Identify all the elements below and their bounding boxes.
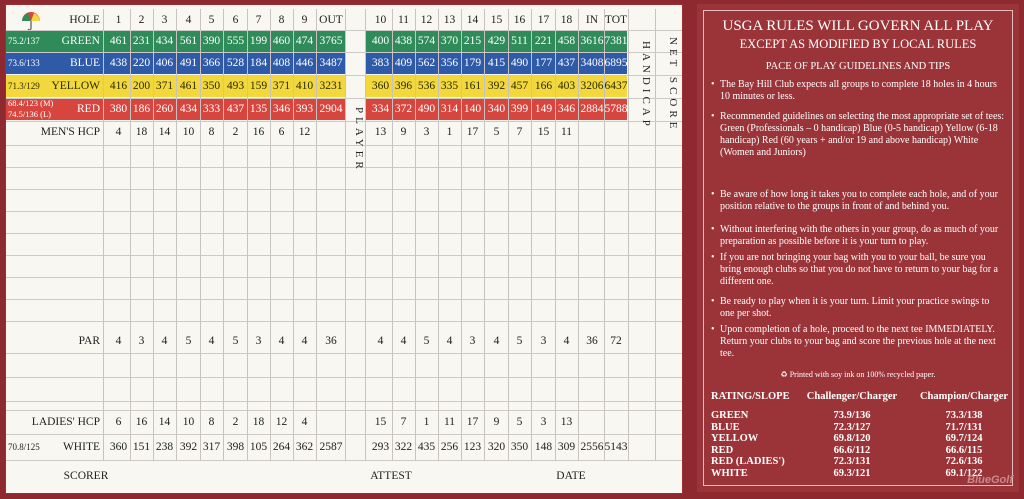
total-yardage: 7381	[604, 35, 628, 47]
challenger-rating: 72.3/131	[833, 456, 871, 467]
grid-hline	[6, 299, 682, 300]
grid-hline	[6, 255, 682, 256]
yardage-cell: 408	[272, 57, 291, 69]
yardage-cell: 371	[272, 80, 291, 92]
yardage-cell: 437	[226, 103, 245, 115]
hcp-cell: 2	[232, 416, 239, 428]
yardage-cell: 151	[132, 441, 151, 453]
total-yardage: 6895	[604, 57, 628, 69]
hcp-cell: 18	[252, 416, 265, 428]
yardage-cell: 562	[417, 57, 436, 69]
yardage-cell: 410	[295, 80, 314, 92]
grid-hline	[6, 377, 682, 378]
par-cell: 5	[232, 335, 239, 347]
yardage-cell: 260	[155, 103, 174, 115]
tee-rating: 68.4/123 (M)	[8, 98, 54, 108]
pace-of-play-text: The Bay Hill Club expects all groups to complete 18 holes in 4 hours 10 minutes or less.	[720, 79, 997, 102]
yardage-cell: 392	[487, 80, 506, 92]
bullet-icon: •	[711, 224, 715, 235]
hcp-cell: 1	[446, 126, 453, 138]
par-cell: 4	[115, 335, 122, 347]
yardage-cell: 400	[371, 35, 390, 47]
out-yardage: 2587	[319, 441, 343, 453]
pace-of-play-heading: PACE OF PLAY GUIDELINES AND TIPS	[765, 61, 951, 72]
yardage-cell: 434	[155, 35, 174, 47]
champion-header: Champion/Charger	[919, 391, 1009, 402]
par-cell: 5	[516, 335, 523, 347]
rating-slope-header: RATING/SLOPE	[711, 391, 790, 402]
yardage-cell: 220	[132, 57, 151, 69]
par-cell: 4	[278, 335, 285, 347]
yardage-cell: 511	[511, 35, 528, 47]
yardage-cell: 177	[534, 57, 553, 69]
hcp-cell: 8	[208, 126, 215, 138]
hcp-cell: 13	[560, 416, 573, 428]
recycled-note-text: Printed with soy ink on 100% recycled paper.	[789, 370, 936, 379]
yardage-cell: 320	[487, 441, 506, 453]
yardage-cell: 461	[109, 35, 128, 47]
par-cell: 4	[208, 335, 215, 347]
grid-vline	[365, 9, 366, 460]
par-cell: 5	[423, 335, 430, 347]
yardage-cell: 392	[179, 441, 198, 453]
champion-rating: 66.6/115	[945, 444, 983, 456]
champion-rating: 71.7/131	[945, 421, 983, 433]
par-cell: 4	[446, 335, 453, 347]
tee-rating: 71.3/129	[8, 81, 40, 91]
grid-hline	[6, 277, 682, 278]
yardage-cell: 435	[417, 441, 436, 453]
watermark: BlueGolf	[967, 474, 1013, 486]
rating-tee-name: BLUE	[711, 421, 740, 433]
yardage-cell: 474	[295, 35, 314, 47]
total-header: TOT	[604, 14, 628, 26]
yardage-cell: 200	[132, 80, 151, 92]
champion-rating: 69.7/124	[945, 433, 983, 444]
grid-hline	[6, 460, 682, 461]
out-header: OUT	[319, 14, 343, 26]
pace-of-play-item	[711, 252, 1005, 288]
hcp-cell: 2	[232, 126, 239, 138]
yardage-cell: 140	[463, 103, 482, 115]
hole-number: 2	[138, 14, 145, 26]
hcp-cell: 11	[560, 126, 573, 138]
yardage-cell: 340	[487, 103, 506, 115]
yardage-cell: 383	[371, 57, 390, 69]
tee-name: YELLOW	[51, 80, 100, 92]
yardage-cell: 490	[417, 103, 436, 115]
pace-of-play-item	[711, 79, 1005, 103]
hcp-cell: 9	[493, 416, 500, 428]
grid-hline	[6, 401, 682, 402]
challenger-header: Challenger/Charger	[806, 391, 898, 402]
hcp-cell: 5	[516, 416, 523, 428]
yardage-cell: 335	[440, 80, 459, 92]
in-yardage: 3206	[580, 80, 604, 92]
yardage-cell: 403	[557, 80, 576, 92]
yardage-cell: 493	[226, 80, 245, 92]
pace-of-play-item	[711, 296, 1005, 320]
yardage-cell: 123	[463, 441, 482, 453]
rules-panel	[697, 4, 1019, 492]
tee-name: GREEN	[61, 35, 100, 47]
hcp-cell: 8	[208, 416, 215, 428]
yardage-cell: 256	[440, 441, 459, 453]
yardage-cell: 437	[557, 57, 576, 69]
in-yardage: 2556	[580, 441, 604, 453]
par-cell: 3	[540, 335, 547, 347]
yardage-cell: 536	[417, 80, 436, 92]
yardage-cell: 396	[394, 80, 413, 92]
hole-number: 1	[115, 14, 122, 26]
hole-number: 12	[420, 14, 433, 26]
hole-number: 15	[490, 14, 503, 26]
par-cell: 3	[138, 335, 145, 347]
yardage-cell: 490	[510, 57, 529, 69]
hcp-cell: 5	[493, 126, 500, 138]
champion-rating: 69.1/122	[945, 467, 983, 479]
yardage-cell: 231	[132, 35, 151, 47]
yardage-cell: 362	[295, 441, 314, 453]
challenger-rating: 72.3/127	[833, 421, 871, 433]
hcp-cell: 4	[115, 126, 122, 138]
hcp-cell: 14	[158, 126, 171, 138]
yardage-cell: 149	[534, 103, 553, 115]
yardage-cell: 184	[249, 57, 268, 69]
attest-label: ATTEST	[370, 470, 412, 482]
hcp-cell: 15	[537, 126, 550, 138]
hcp-cell: 16	[252, 126, 265, 138]
par-cell: 3	[255, 335, 262, 347]
bullet-icon: •	[711, 296, 715, 307]
yardage-cell: 372	[394, 103, 413, 115]
challenger-rating: 73.9/136	[833, 410, 871, 421]
par-in: 36	[586, 335, 598, 347]
in-yardage: 3616	[580, 35, 604, 47]
yardage-cell: 399	[510, 103, 529, 115]
out-yardage: 2904	[319, 103, 343, 115]
hcp-cell: 17	[466, 126, 479, 138]
scorer-label: SCORER	[63, 470, 109, 482]
hcp-cell: 1	[423, 416, 430, 428]
yardage-cell: 356	[440, 57, 459, 69]
hcp-cell: 6	[115, 416, 122, 428]
yardage-cell: 215	[463, 35, 482, 47]
net-score-label: NET SCORE	[667, 37, 679, 133]
bullet-icon: •	[711, 111, 715, 122]
challenger-rating: 69.8/120	[833, 433, 871, 444]
total-yardage: 5788	[604, 103, 628, 115]
challenger-rating: 66.6/112	[833, 444, 871, 456]
hcp-cell: 3	[423, 126, 430, 138]
par-cell: 3	[469, 335, 476, 347]
yardage-cell: 199	[249, 35, 268, 47]
yardage-cell: 350	[202, 80, 221, 92]
yardage-cell: 380	[109, 103, 128, 115]
pace-of-play-item	[711, 324, 1005, 360]
champion-rating: 72.6/136	[945, 456, 983, 467]
hcp-cell: 10	[182, 126, 195, 138]
rating-tee-name: GREEN	[711, 410, 749, 421]
yardage-cell: 264	[272, 441, 291, 453]
yardage-cell: 334	[371, 103, 390, 115]
yardage-cell: 346	[272, 103, 291, 115]
scorecard-grid	[5, 4, 683, 494]
yardage-cell: 166	[534, 80, 553, 92]
grid-hline	[6, 211, 682, 212]
hcp-cell: 13	[374, 126, 387, 138]
player-label: PLAYER	[353, 107, 365, 173]
par-cell: 4	[563, 335, 570, 347]
tee-rating: 74.5/136 (L)	[8, 109, 51, 119]
hole-number: 11	[397, 14, 410, 26]
total-yardage: 5143	[604, 441, 628, 453]
yardage-cell: 159	[249, 80, 268, 92]
yardage-cell: 409	[394, 57, 413, 69]
yardage-cell: 415	[487, 57, 506, 69]
yardage-cell: 293	[371, 441, 390, 453]
hole-number: 8	[278, 14, 285, 26]
hole-number: 5	[208, 14, 215, 26]
grid-hline	[6, 321, 682, 322]
yardage-cell: 360	[109, 441, 128, 453]
hole-number: 10	[374, 14, 387, 26]
yardage-cell: 398	[226, 441, 245, 453]
hole-header: HOLE	[69, 14, 100, 26]
total-yardage: 6437	[604, 80, 628, 92]
in-yardage: 3408	[580, 57, 604, 69]
in-header: IN	[585, 14, 599, 26]
bullet-icon: •	[711, 79, 715, 90]
yardage-cell: 434	[179, 103, 198, 115]
yardage-cell: 561	[179, 35, 198, 47]
handicap-label: HANDICAP	[640, 40, 652, 130]
yardage-cell: 457	[510, 80, 529, 92]
hcp-cell: 7	[516, 126, 523, 138]
yardage-cell: 314	[440, 103, 459, 115]
hcp-cell: 3	[540, 416, 547, 428]
hcp-cell: 12	[298, 126, 311, 138]
yardage-cell: 390	[202, 35, 221, 47]
bullet-icon: •	[711, 189, 715, 200]
pace-of-play-item	[711, 224, 1005, 248]
pace-of-play-text: Without interfering with the others in your group, do as much of your preparation as possible before it is your turn to play.	[720, 224, 999, 247]
out-yardage: 3487	[319, 57, 343, 69]
yardage-cell: 461	[179, 80, 198, 92]
hcp-cell: 7	[400, 416, 407, 428]
yardage-cell: 309	[557, 441, 576, 453]
grid-hline	[6, 145, 682, 146]
yardage-cell: 346	[557, 103, 576, 115]
hole-number: 17	[537, 14, 550, 26]
yardage-cell: 186	[132, 103, 151, 115]
grid-hline	[6, 353, 682, 354]
yardage-cell: 406	[155, 57, 174, 69]
yardage-cell: 446	[295, 57, 314, 69]
yardage-cell: 135	[249, 103, 268, 115]
grid-hline	[6, 167, 682, 168]
challenger-rating: 69.3/121	[833, 467, 871, 479]
yardage-cell: 105	[249, 441, 268, 453]
bullet-icon: •	[711, 324, 715, 335]
yardage-cell: 350	[510, 441, 529, 453]
tee-name: BLUE	[69, 57, 100, 69]
pace-of-play-text: Upon completion of a hole, proceed to the next tee IMMEDIATELY. Return your clubs to your bag and score the previous hole at the next tee.	[720, 324, 996, 359]
hcp-cell: 6	[278, 126, 285, 138]
par-cell: 5	[185, 335, 192, 347]
yardage-cell: 333	[202, 103, 221, 115]
ladies-hcp-label: LADIES' HCP	[31, 416, 100, 428]
hcp-cell: 12	[275, 416, 288, 428]
yardage-cell: 429	[487, 35, 506, 47]
par-total: 72	[610, 335, 622, 347]
yardage-cell: 179	[463, 57, 482, 69]
hole-number: 13	[443, 14, 456, 26]
par-cell: 4	[377, 335, 384, 347]
hcp-cell: 4	[301, 416, 308, 428]
tee-rating: 73.6/133	[8, 58, 40, 68]
grid-vline	[345, 9, 346, 460]
yardage-cell: 438	[394, 35, 413, 47]
hcp-cell: 17	[466, 416, 479, 428]
hcp-cell: 18	[135, 126, 148, 138]
hole-number: 4	[185, 14, 192, 26]
yardage-cell: 238	[155, 441, 174, 453]
rating-tee-name: WHITE	[711, 467, 748, 479]
hole-number: 14	[466, 14, 479, 26]
rules-heading-line1: USGA RULES WILL GOVERN ALL PLAY	[722, 18, 994, 34]
recycled-note	[697, 370, 1019, 379]
yardage-cell: 322	[394, 441, 413, 453]
grid-hline	[6, 233, 682, 234]
mens-hcp-label: MEN'S HCP	[40, 126, 100, 138]
pace-of-play-text: Recommended guidelines on selecting the most appropriate set of tees: Green (Professionals – 0 handicap) Blue (0-5 handicap) Yellow (6-18 handicap) Red (60 years + and/or 19 and above handicap) White (Women and Juniors)	[720, 111, 1005, 158]
yardage-cell: 317	[202, 441, 221, 453]
hole-number: 6	[232, 14, 239, 26]
par-out: 36	[325, 335, 337, 347]
rating-tee-name: RED (LADIES')	[711, 456, 785, 467]
tee-rating: 70.8/125	[8, 442, 40, 452]
hole-number: 3	[161, 14, 168, 26]
pace-of-play-item	[711, 111, 1005, 159]
hole-number: 18	[560, 14, 573, 26]
yardage-cell: 416	[109, 80, 128, 92]
date-label: DATE	[556, 470, 586, 482]
pace-of-play-text: If you are not bringing your bag with you to your ball, be sure you bring enough clubs so that you do not have to return to your bag for a different one.	[720, 252, 998, 287]
yardage-cell: 438	[109, 57, 128, 69]
par-cell: 4	[400, 335, 407, 347]
rating-tee-name: YELLOW	[711, 433, 759, 444]
rating-tee-name: RED	[711, 444, 734, 456]
hcp-cell: 11	[443, 416, 456, 428]
champion-rating: 73.3/138	[945, 410, 983, 421]
yardage-cell: 161	[463, 80, 482, 92]
tee-rating: 75.2/137	[8, 36, 40, 46]
par-cell: 4	[161, 335, 168, 347]
in-yardage: 2884	[580, 103, 604, 115]
grid-hline	[6, 189, 682, 190]
pace-of-play-item	[711, 189, 1005, 213]
yardage-cell: 221	[534, 35, 553, 47]
par-label: PAR	[78, 335, 100, 347]
umbrella-logo-icon	[20, 10, 42, 32]
yardage-cell: 460	[272, 35, 291, 47]
yardage-cell: 370	[440, 35, 459, 47]
tee-name: WHITE	[62, 441, 100, 453]
yardage-cell: 458	[557, 35, 576, 47]
par-cell: 4	[301, 335, 308, 347]
yardage-cell: 393	[295, 103, 314, 115]
hole-number: 9	[301, 14, 308, 26]
yardage-cell: 528	[226, 57, 245, 69]
yardage-cell: 491	[179, 57, 198, 69]
hcp-cell: 9	[400, 126, 407, 138]
yardage-cell: 148	[534, 441, 553, 453]
bullet-icon: •	[711, 252, 715, 263]
out-yardage: 3231	[319, 80, 343, 92]
yardage-cell: 371	[155, 80, 174, 92]
yardage-cell: 360	[371, 80, 390, 92]
grid-vline	[628, 9, 629, 460]
recycle-icon: ♻	[780, 370, 788, 379]
rules-heading-line2: EXCEPT AS MODIFIED BY LOCAL RULES	[739, 37, 977, 51]
hole-number: 16	[513, 14, 526, 26]
pace-of-play-text: Be aware of how long it takes you to complete each hole, and of your position relative to the groups in front of and behind you.	[720, 189, 998, 212]
hole-number: 7	[255, 14, 262, 26]
yardage-cell: 366	[202, 57, 221, 69]
tee-name: RED	[77, 103, 100, 115]
hcp-cell: 16	[135, 416, 148, 428]
out-yardage: 3765	[319, 35, 343, 47]
hcp-cell: 14	[158, 416, 171, 428]
hcp-cell: 15	[374, 416, 387, 428]
grid-vline	[578, 9, 579, 460]
pace-of-play-text: Be ready to play when it is your turn. Limit your practice swings to one per shot.	[720, 296, 990, 319]
yardage-cell: 555	[226, 35, 245, 47]
hcp-cell: 10	[182, 416, 195, 428]
par-cell: 4	[493, 335, 500, 347]
grid-vline	[655, 9, 656, 460]
yardage-cell: 574	[417, 35, 436, 47]
